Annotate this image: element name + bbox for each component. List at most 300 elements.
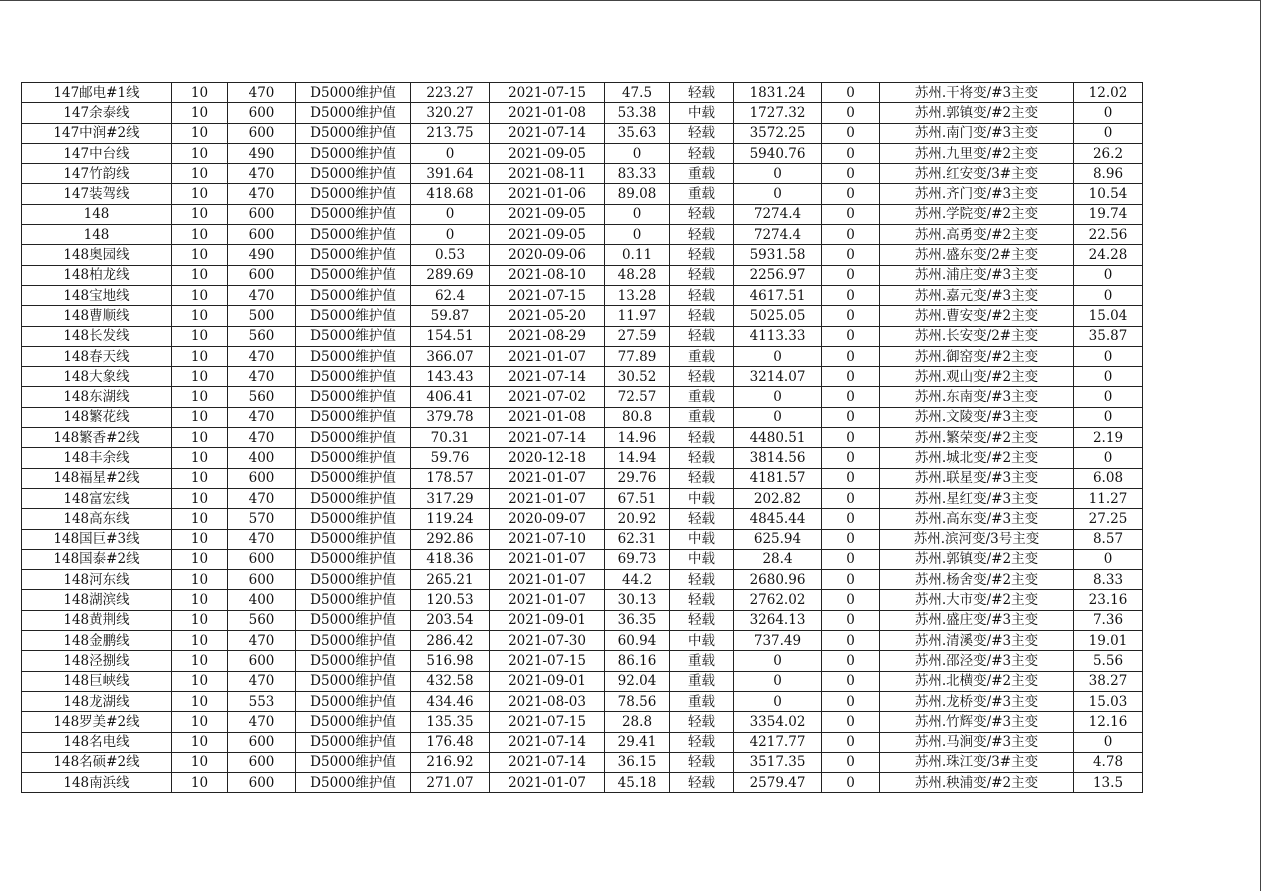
cell-margin: 625.94 — [734, 529, 822, 549]
cell-load-level: 重载 — [670, 691, 734, 711]
cell-load-rate: 35.63 — [605, 123, 670, 143]
cell-date: 2021-08-11 — [490, 164, 605, 184]
cell-rated-current: 600 — [228, 773, 296, 793]
cell-rated-current: 470 — [228, 529, 296, 549]
table-row — [22, 164, 1143, 184]
cell-margin: 4480.51 — [734, 428, 822, 448]
cell-transformer: 苏州.邵泾变/#3主变 — [880, 651, 1074, 671]
cell-transformer: 苏州.高东变/#3主变 — [880, 509, 1074, 529]
table-row — [22, 285, 1143, 305]
cell-line-name: 148丰余线 — [22, 448, 172, 468]
cell-load-rate: 29.76 — [605, 468, 670, 488]
cell-rated-current: 490 — [228, 245, 296, 265]
cell-line-name: 148宝地线 — [22, 285, 172, 305]
cell-rated-current: 400 — [228, 590, 296, 610]
cell-value: 38.27 — [1074, 671, 1143, 691]
cell-voltage: 10 — [172, 752, 228, 772]
cell-line-name: 148国泰#2线 — [22, 549, 172, 569]
cell-value: 0 — [1074, 732, 1143, 752]
cell-date: 2021-07-15 — [490, 651, 605, 671]
cell-voltage: 10 — [172, 732, 228, 752]
cell-rated-current: 470 — [228, 346, 296, 366]
cell-rated-current: 470 — [228, 488, 296, 508]
cell-voltage: 10 — [172, 610, 228, 630]
cell-line-name: 148名硕#2线 — [22, 752, 172, 772]
table-row — [22, 570, 1143, 590]
cell-load-level: 轻载 — [670, 123, 734, 143]
cell-data-source: D5000维护值 — [296, 691, 411, 711]
cell-date: 2021-07-14 — [490, 752, 605, 772]
cell-flag: 0 — [822, 326, 880, 346]
cell-margin: 0 — [734, 407, 822, 427]
cell-flag: 0 — [822, 103, 880, 123]
cell-margin: 4181.57 — [734, 468, 822, 488]
cell-max-current: 62.4 — [411, 285, 490, 305]
cell-voltage: 10 — [172, 590, 228, 610]
table-body — [22, 83, 1143, 793]
cell-max-current: 0 — [411, 204, 490, 224]
cell-transformer: 苏州.杨舍变/#2主变 — [880, 570, 1074, 590]
cell-voltage: 10 — [172, 184, 228, 204]
cell-load-level: 中载 — [670, 529, 734, 549]
cell-data-source: D5000维护值 — [296, 590, 411, 610]
cell-rated-current: 600 — [228, 123, 296, 143]
cell-max-current: 366.07 — [411, 346, 490, 366]
cell-load-level: 轻载 — [670, 367, 734, 387]
cell-transformer: 苏州.东南变/#3主变 — [880, 387, 1074, 407]
cell-load-rate: 28.8 — [605, 712, 670, 732]
cell-line-name: 148曹顺线 — [22, 306, 172, 326]
cell-max-current: 286.42 — [411, 631, 490, 651]
cell-value: 26.2 — [1074, 143, 1143, 163]
cell-value: 7.36 — [1074, 610, 1143, 630]
cell-rated-current: 600 — [228, 732, 296, 752]
cell-transformer: 苏州.文陵变/#3主变 — [880, 407, 1074, 427]
cell-rated-current: 600 — [228, 651, 296, 671]
cell-rated-current: 600 — [228, 468, 296, 488]
cell-margin: 5940.76 — [734, 143, 822, 163]
cell-margin: 2256.97 — [734, 265, 822, 285]
cell-load-level: 轻载 — [670, 225, 734, 245]
cell-max-current: 178.57 — [411, 468, 490, 488]
cell-load-level: 轻载 — [670, 265, 734, 285]
cell-load-rate: 48.28 — [605, 265, 670, 285]
cell-value: 0 — [1074, 265, 1143, 285]
cell-load-rate: 92.04 — [605, 671, 670, 691]
cell-load-rate: 45.18 — [605, 773, 670, 793]
cell-value: 0 — [1074, 346, 1143, 366]
cell-max-current: 391.64 — [411, 164, 490, 184]
cell-data-source: D5000维护值 — [296, 346, 411, 366]
cell-voltage: 10 — [172, 143, 228, 163]
cell-value: 22.56 — [1074, 225, 1143, 245]
table-row — [22, 631, 1143, 651]
cell-voltage: 10 — [172, 245, 228, 265]
cell-voltage: 10 — [172, 488, 228, 508]
cell-rated-current: 600 — [228, 570, 296, 590]
table-row — [22, 732, 1143, 752]
cell-margin: 0 — [734, 691, 822, 711]
cell-voltage: 10 — [172, 306, 228, 326]
table-row — [22, 123, 1143, 143]
table-row — [22, 488, 1143, 508]
cell-margin: 0 — [734, 651, 822, 671]
table-row — [22, 773, 1143, 793]
table-row — [22, 651, 1143, 671]
table-row — [22, 691, 1143, 711]
cell-max-current: 317.29 — [411, 488, 490, 508]
cell-data-source: D5000维护值 — [296, 204, 411, 224]
cell-transformer: 苏州.星红变/#3主变 — [880, 488, 1074, 508]
cell-load-level: 轻载 — [670, 306, 734, 326]
cell-data-source: D5000维护值 — [296, 326, 411, 346]
cell-transformer: 苏州.大市变/#2主变 — [880, 590, 1074, 610]
cell-value: 0 — [1074, 387, 1143, 407]
cell-value: 12.16 — [1074, 712, 1143, 732]
cell-flag: 0 — [822, 245, 880, 265]
cell-transformer: 苏州.联星变/#3主变 — [880, 468, 1074, 488]
cell-load-rate: 69.73 — [605, 549, 670, 569]
cell-load-level: 轻载 — [670, 245, 734, 265]
cell-line-name: 148金鹏线 — [22, 631, 172, 651]
cell-data-source: D5000维护值 — [296, 610, 411, 630]
table-row — [22, 428, 1143, 448]
cell-margin: 2762.02 — [734, 590, 822, 610]
cell-margin: 3814.56 — [734, 448, 822, 468]
cell-voltage: 10 — [172, 225, 228, 245]
cell-margin: 4217.77 — [734, 732, 822, 752]
cell-flag: 0 — [822, 752, 880, 772]
cell-flag: 0 — [822, 387, 880, 407]
cell-flag: 0 — [822, 712, 880, 732]
cell-load-rate: 14.96 — [605, 428, 670, 448]
cell-voltage: 10 — [172, 468, 228, 488]
cell-date: 2021-01-07 — [490, 773, 605, 793]
cell-rated-current: 570 — [228, 509, 296, 529]
cell-max-current: 289.69 — [411, 265, 490, 285]
cell-flag: 0 — [822, 651, 880, 671]
table-row — [22, 752, 1143, 772]
cell-rated-current: 553 — [228, 691, 296, 711]
table-row — [22, 265, 1143, 285]
cell-load-rate: 20.92 — [605, 509, 670, 529]
cell-date: 2021-01-07 — [490, 488, 605, 508]
cell-load-rate: 0 — [605, 143, 670, 163]
cell-transformer: 苏州.清溪变/#3主变 — [880, 631, 1074, 651]
cell-max-current: 406.41 — [411, 387, 490, 407]
cell-value: 11.27 — [1074, 488, 1143, 508]
cell-date: 2020-09-07 — [490, 509, 605, 529]
cell-load-rate: 29.41 — [605, 732, 670, 752]
cell-voltage: 10 — [172, 265, 228, 285]
cell-date: 2021-01-06 — [490, 184, 605, 204]
cell-max-current: 265.21 — [411, 570, 490, 590]
table-row — [22, 103, 1143, 123]
cell-data-source: D5000维护值 — [296, 103, 411, 123]
cell-date: 2021-08-29 — [490, 326, 605, 346]
cell-max-current: 0 — [411, 143, 490, 163]
cell-date: 2021-01-08 — [490, 407, 605, 427]
cell-load-rate: 44.2 — [605, 570, 670, 590]
cell-load-level: 轻载 — [670, 752, 734, 772]
cell-data-source: D5000维护值 — [296, 631, 411, 651]
cell-value: 8.96 — [1074, 164, 1143, 184]
cell-line-name: 148黄荆线 — [22, 610, 172, 630]
cell-transformer: 苏州.竹辉变/#3主变 — [880, 712, 1074, 732]
cell-date: 2021-09-05 — [490, 225, 605, 245]
cell-value: 8.33 — [1074, 570, 1143, 590]
cell-data-source: D5000维护值 — [296, 732, 411, 752]
cell-date: 2021-07-14 — [490, 428, 605, 448]
cell-rated-current: 470 — [228, 407, 296, 427]
cell-rated-current: 560 — [228, 610, 296, 630]
cell-margin: 3214.07 — [734, 367, 822, 387]
cell-margin: 3354.02 — [734, 712, 822, 732]
table-row — [22, 83, 1143, 103]
cell-load-level: 中载 — [670, 631, 734, 651]
cell-margin: 5931.58 — [734, 245, 822, 265]
cell-value: 0 — [1074, 407, 1143, 427]
cell-transformer: 苏州.齐门变/#3主变 — [880, 184, 1074, 204]
cell-line-name: 148春天线 — [22, 346, 172, 366]
cell-load-rate: 11.97 — [605, 306, 670, 326]
cell-transformer: 苏州.滨河变/3号主变 — [880, 529, 1074, 549]
cell-voltage: 10 — [172, 407, 228, 427]
cell-line-name: 147中润#2线 — [22, 123, 172, 143]
cell-value: 8.57 — [1074, 529, 1143, 549]
cell-flag: 0 — [822, 143, 880, 163]
cell-margin: 5025.05 — [734, 306, 822, 326]
cell-value: 19.74 — [1074, 204, 1143, 224]
cell-max-current: 119.24 — [411, 509, 490, 529]
cell-value: 35.87 — [1074, 326, 1143, 346]
cell-line-name: 147邮电#1线 — [22, 83, 172, 103]
table-row — [22, 549, 1143, 569]
cell-data-source: D5000维护值 — [296, 529, 411, 549]
cell-flag: 0 — [822, 225, 880, 245]
cell-max-current: 379.78 — [411, 407, 490, 427]
cell-voltage: 10 — [172, 367, 228, 387]
cell-line-name: 148国巨#3线 — [22, 529, 172, 549]
table-row — [22, 509, 1143, 529]
cell-date: 2021-01-08 — [490, 103, 605, 123]
cell-flag: 0 — [822, 631, 880, 651]
cell-line-name: 148巨峡线 — [22, 671, 172, 691]
cell-rated-current: 470 — [228, 164, 296, 184]
cell-date: 2021-07-10 — [490, 529, 605, 549]
cell-data-source: D5000维护值 — [296, 407, 411, 427]
table-row — [22, 387, 1143, 407]
cell-data-source: D5000维护值 — [296, 184, 411, 204]
cell-load-level: 中载 — [670, 549, 734, 569]
cell-max-current: 154.51 — [411, 326, 490, 346]
cell-max-current: 271.07 — [411, 773, 490, 793]
cell-line-name: 148奥园线 — [22, 245, 172, 265]
cell-flag: 0 — [822, 346, 880, 366]
cell-line-name: 148高东线 — [22, 509, 172, 529]
cell-max-current: 418.68 — [411, 184, 490, 204]
cell-rated-current: 470 — [228, 367, 296, 387]
cell-margin: 3264.13 — [734, 610, 822, 630]
cell-flag: 0 — [822, 671, 880, 691]
cell-date: 2021-07-15 — [490, 285, 605, 305]
cell-date: 2021-01-07 — [490, 590, 605, 610]
cell-rated-current: 500 — [228, 306, 296, 326]
cell-value: 0 — [1074, 549, 1143, 569]
cell-value: 2.19 — [1074, 428, 1143, 448]
cell-line-name: 147中台线 — [22, 143, 172, 163]
cell-rated-current: 600 — [228, 204, 296, 224]
cell-load-level: 中载 — [670, 103, 734, 123]
cell-max-current: 176.48 — [411, 732, 490, 752]
cell-rated-current: 490 — [228, 143, 296, 163]
cell-load-level: 轻载 — [670, 285, 734, 305]
cell-value: 27.25 — [1074, 509, 1143, 529]
cell-max-current: 216.92 — [411, 752, 490, 772]
cell-voltage: 10 — [172, 164, 228, 184]
cell-margin: 1727.32 — [734, 103, 822, 123]
cell-date: 2021-07-14 — [490, 367, 605, 387]
cell-flag: 0 — [822, 306, 880, 326]
cell-value: 0 — [1074, 367, 1143, 387]
cell-margin: 7274.4 — [734, 225, 822, 245]
cell-margin: 0 — [734, 164, 822, 184]
cell-flag: 0 — [822, 509, 880, 529]
cell-load-rate: 89.08 — [605, 184, 670, 204]
cell-load-level: 轻载 — [670, 712, 734, 732]
cell-load-level: 重载 — [670, 387, 734, 407]
cell-data-source: D5000维护值 — [296, 773, 411, 793]
cell-value: 4.78 — [1074, 752, 1143, 772]
cell-flag: 0 — [822, 448, 880, 468]
cell-flag: 0 — [822, 428, 880, 448]
cell-load-rate: 78.56 — [605, 691, 670, 711]
cell-load-rate: 67.51 — [605, 488, 670, 508]
cell-load-level: 轻载 — [670, 428, 734, 448]
cell-date: 2021-07-15 — [490, 712, 605, 732]
cell-max-current: 143.43 — [411, 367, 490, 387]
cell-voltage: 10 — [172, 387, 228, 407]
cell-load-level: 轻载 — [670, 468, 734, 488]
cell-max-current: 432.58 — [411, 671, 490, 691]
cell-margin: 0 — [734, 387, 822, 407]
cell-line-name: 148泾捌线 — [22, 651, 172, 671]
cell-date: 2021-07-15 — [490, 83, 605, 103]
cell-voltage: 10 — [172, 83, 228, 103]
cell-value: 15.03 — [1074, 691, 1143, 711]
cell-margin: 4113.33 — [734, 326, 822, 346]
cell-date: 2021-07-02 — [490, 387, 605, 407]
cell-data-source: D5000维护值 — [296, 428, 411, 448]
cell-transformer: 苏州.曹安变/#2主变 — [880, 306, 1074, 326]
cell-value: 19.01 — [1074, 631, 1143, 651]
cell-flag: 0 — [822, 590, 880, 610]
cell-rated-current: 470 — [228, 184, 296, 204]
cell-load-rate: 0.11 — [605, 245, 670, 265]
cell-margin: 28.4 — [734, 549, 822, 569]
data-table — [21, 82, 1143, 793]
cell-max-current: 0 — [411, 225, 490, 245]
cell-line-name: 148南浜线 — [22, 773, 172, 793]
table-row — [22, 225, 1143, 245]
cell-load-level: 轻载 — [670, 590, 734, 610]
cell-voltage: 10 — [172, 346, 228, 366]
cell-data-source: D5000维护值 — [296, 143, 411, 163]
table-row — [22, 346, 1143, 366]
cell-value: 0 — [1074, 123, 1143, 143]
cell-load-level: 重载 — [670, 671, 734, 691]
cell-value: 0 — [1074, 103, 1143, 123]
cell-data-source: D5000维护值 — [296, 285, 411, 305]
cell-rated-current: 600 — [228, 752, 296, 772]
cell-voltage: 10 — [172, 671, 228, 691]
cell-line-name: 148福星#2线 — [22, 468, 172, 488]
cell-value: 24.28 — [1074, 245, 1143, 265]
cell-data-source: D5000维护值 — [296, 367, 411, 387]
cell-margin: 7274.4 — [734, 204, 822, 224]
cell-date: 2021-09-01 — [490, 610, 605, 630]
cell-data-source: D5000维护值 — [296, 651, 411, 671]
cell-load-rate: 14.94 — [605, 448, 670, 468]
cell-load-rate: 47.5 — [605, 83, 670, 103]
cell-load-rate: 30.13 — [605, 590, 670, 610]
cell-transformer: 苏州.北横变/#2主变 — [880, 671, 1074, 691]
cell-data-source: D5000维护值 — [296, 306, 411, 326]
cell-transformer: 苏州.繁荣变/#2主变 — [880, 428, 1074, 448]
cell-rated-current: 470 — [228, 285, 296, 305]
cell-voltage: 10 — [172, 509, 228, 529]
cell-margin: 3517.35 — [734, 752, 822, 772]
cell-flag: 0 — [822, 184, 880, 204]
cell-margin: 2680.96 — [734, 570, 822, 590]
cell-line-name: 148长发线 — [22, 326, 172, 346]
cell-data-source: D5000维护值 — [296, 448, 411, 468]
table-row — [22, 712, 1143, 732]
cell-transformer: 苏州.盛东变/2#主变 — [880, 245, 1074, 265]
cell-date: 2021-05-20 — [490, 306, 605, 326]
cell-margin: 4617.51 — [734, 285, 822, 305]
cell-transformer: 苏州.干将变/#3主变 — [880, 83, 1074, 103]
cell-flag: 0 — [822, 732, 880, 752]
cell-load-rate: 72.57 — [605, 387, 670, 407]
cell-load-rate: 62.31 — [605, 529, 670, 549]
cell-line-name: 148富宏线 — [22, 488, 172, 508]
cell-transformer: 苏州.九里变/#2主变 — [880, 143, 1074, 163]
cell-max-current: 0.53 — [411, 245, 490, 265]
cell-load-level: 中载 — [670, 488, 734, 508]
table-row — [22, 407, 1143, 427]
cell-margin: 1831.24 — [734, 83, 822, 103]
cell-line-name: 148河东线 — [22, 570, 172, 590]
cell-flag: 0 — [822, 367, 880, 387]
cell-line-name: 148东湖线 — [22, 387, 172, 407]
cell-rated-current: 400 — [228, 448, 296, 468]
cell-max-current: 203.54 — [411, 610, 490, 630]
cell-data-source: D5000维护值 — [296, 164, 411, 184]
cell-value: 5.56 — [1074, 651, 1143, 671]
cell-margin: 2579.47 — [734, 773, 822, 793]
cell-max-current: 418.36 — [411, 549, 490, 569]
cell-voltage: 10 — [172, 549, 228, 569]
cell-data-source: D5000维护值 — [296, 387, 411, 407]
cell-data-source: D5000维护值 — [296, 549, 411, 569]
cell-date: 2020-09-06 — [490, 245, 605, 265]
cell-flag: 0 — [822, 407, 880, 427]
cell-flag: 0 — [822, 265, 880, 285]
cell-load-level: 轻载 — [670, 509, 734, 529]
cell-load-rate: 80.8 — [605, 407, 670, 427]
cell-data-source: D5000维护值 — [296, 83, 411, 103]
